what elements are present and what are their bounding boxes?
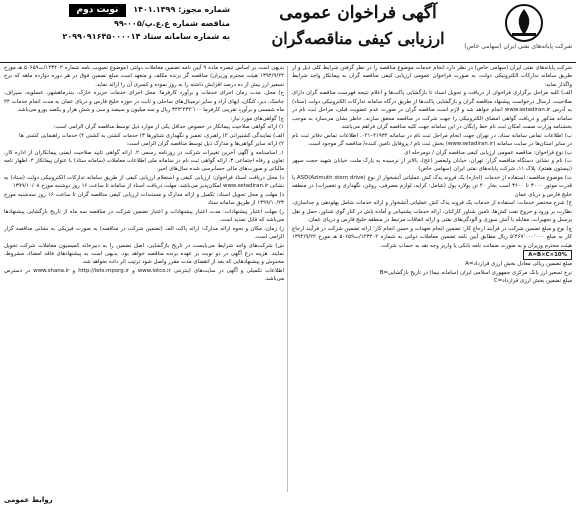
paragraph: شرکت پایانه‌های نفتی ایران (سهامی خاص) در نظر دارد انجام خدمات موضوع مناقصه را در نظر گرفتن شرایط کلی ذیل و از طریق سامانه تدارکات الکترونیکی دولت، به صورت فراخوان عمومی ارزیابی کیفی مناقصه گران به پیمانکار واجد شرایط واگذار نماید: [292,65,572,88]
formula-box: A=B×C×10% [523,250,572,260]
paragraph: ذ) مهلت و محل تحویل اسناد: تکمیل و ارائه مدارک و مستندات ارزیابی کیفی مناقصه گران تا ساعت ۱۶ روز سه‌شنبه مورخ ۱۳۹۹/۱۰/۲۳ از طریق سامانه ستاد [4,191,284,207]
setad-number: به شماره سامانه ستاد ۲۰۹۹۰۹۱۶۴۵۰۰۰۰۱۴ [62,32,230,41]
right-column [292,64,572,492]
logo-caption: شرکت پایانه‌های نفتی ایران (سهامی خاص) [464,43,572,50]
paragraph: ت) نام و نشانی دستگاه مناقصه گزار: تهران، خیابان ولیعصر (عج)، بالاتر از نرسیده به پارک ملت، خیابان شهید حجت سپهر (بیستون هفتم)، پلاک ۱۱، شرکت پایانه‌های نفتی ایران (سهامی خاص) [292,157,572,173]
license-row [4,3,230,17]
column-divider [287,66,288,492]
paragraph: ۲) ارائه سایر گواهی‌ها و مدارک ذیل توسط مناقصه گران الزامی است: [126,141,284,148]
public-relations-signature: روابط عمومی [4,496,53,504]
left-column [4,64,284,492]
tender-identifiers [4,3,230,43]
paragraph: ۱. اساسنامه و آگهی آخرین تغییرات شرکت در روزنامه رسمی ۲. ارائه گواهی تایید صلاحیت ایمنی پیمانکاران از اداره کار، تعاون و رفاه اجتماعی ۳. ارائه گواهی ثبت نام در سامانه ملی اطلاعات معاملات (سامانه ستاد) با عنوان پیمانکار ۴. اظهار نامه مالیاتی و صورت‌های مالی حسابرسی شده سال‌های اخیر. [4,149,284,173]
tender-number: مناقصه شماره ع.ع.پ/۰۰۵-۹۹ [113,19,230,28]
paragraph: ز) زمان، مکان و نحوه ارائه مدارک: ارائه پاکت الف (تضمین شرکت در مناقصه) به صورت فیزیکی به نشانی مناقصه گزار الزامی است. [4,225,284,241]
paragraph: مبلغ تضمین ریالی معادل بخش ارزی قرارداد=A [465,261,572,268]
paragraph: الف) کلیه مراحل برگزاری فراخوان از دریافت و تحویل اسناد تا بازگشایی پاکت‌ها و اعلام نتیجه فهرست مناقصه گران دارای صلاحیت، ارسال درخواست پیشنهاد مناقصه گران و بازگشایی پاکت‌ها از طریق درگاه سامانه تدارکات الکترونیکی دولت (ستاد) به آدرس www.setadiran.ir انجام خواهد شد و لازم است مناقصه گران در صورت عدم عضویت قبلی، مراحل ثبت نام در سامانه مذکور و دریافت گواهی امضای الکترونیکی را جهت شرکت در مناقصه محقق سازند. خاطر نشان می‌سازد به موجب بخشنامه وزارت صمت امکان ثبت نام خط رایگان در این سامانه جهت کلیه مناقصه گران فراهم می‌باشد. [292,90,572,131]
paragraph: پ) نوع فراخوان: مناقصه عمومی ارزیابی کیفی مناقصه گران / دومرحله ای [404,149,572,156]
title-block [252,2,464,50]
formula-row [292,250,572,260]
round-badge: نوبت دوم [69,4,127,17]
paragraph: ج) شرح مختصر خدمات: استفاده از خدمات یک فروند یدک کش عملیاتی آتشخوار و ارائه خدمات شامل پهلودهی و جداسازی، نظارت بر ورود و خروج نفت کش‌ها، تامین شناور کارکنان، ارائه خدمات پشتیبانی و آماده باش در کنار گوی شناور، حمل و نقل پرسنل و تجهیزات، مقابله با آتش سوزی و آلودگی‌های نفتی و ارائه اتفاقات مرتبط در منطقه خلیج فارس و دریای عمان. [292,200,572,224]
paragraph: مبلغ تضمین بخش ارزی قرارداد=C [493,278,572,285]
paragraph: بدیهی است بر اساس تبصره ماده ۹ آیین نامه تضمین معاملات دولتی (موضوع تصویب نامه شماره ۱۲۳۴۰۲/ت۵۰۶۵۹ هـ مورخ ۱۳۹۴/۹/۲۲ هیئت محترم وزیران) مناقصه گر برنده مکلف و متعهد است مبلغ تضمین فوق در هر دوره دوازده ماهه که نرخ تسعیر ارز بیش از ده درصد افزایش داشته را به روز نموده و کسری آن را ارائه نماید. [4,65,284,88]
paragraph: خ) گواهی‌های مورد نیاز: [230,115,284,122]
notice-body [0,64,576,504]
paragraph: ح) محل، مدت زمان اجرای خدمات و برآورد کارفرما: محل اجرای خدمات جزیره خارک، بندرماهشهر، عسلویه، سیراف، جاسک، دیر، کنگان، ایهای آزاد و سایر ترمینال‌های ساحلی و ثابت در حوزه خلیج فارس و دریای عمان به مدت انجام خدمات ۲۴ ماه شمسی و برآورد تقریبی کارفرما ۳۴۳٬۴۳۲٬۱۰۰ ریال و سه میلیون و سیصد و سی و شش هزار و یکصد یورو می‌باشد. [4,90,284,114]
company-logo-icon [504,3,544,43]
paragraph: الف) نمایندگی کشتیرانی ۲) راهبری، تعمیر و نگهداری شناورها ۳) خدمات کشتی به کشتی ۴) خدمات راهنمایی کشتی ها [19,132,284,139]
paragraph: اطلاعات تکمیلی و آگهی در سایت‌های اینترنتی www.iotco.ir و http://iets.mporg.ir و www.shana.ir در دسترس می‌باشد. [4,267,284,283]
paragraph: ب) اطلاعات تماس سامانه ستاد، در تهران جهت انجام مراحل ثبت نام در سامانه ۴۱۹۳۴–۰۲۱، اطلاعات تماس دفاتر ثبت نام در سایر استان‌ها در سایت سامانه (www.setadiran.ir) بخش ثبت نام / پروفایل تامین کننده/ مناقصه گر موجود است. [292,132,572,148]
paragraph: ش) شرکت‌های واجد شرایط می‌بایست در تاریخ بازگشایی، اصل تضمین را به دبیرخانه کمیسیون معاملات شرکت تحویل نمایند. هزینه درج آگهی در دو نوبت بر عهده برنده مناقصه خواهد بود. بدیهی است به پیشنهادهای فاقد امضاء، مشروط، مخدوش و پیشنهادهایی که بعد از انقضای مدت مقرر واصل شود ترتیب اثر داده نخواهد شد. [4,242,284,266]
paragraph: ث) موضوع مناقصه: استفاده از خدمات (اجاره) یک فروند یدک کش عملیاتی آتشخوار از نوع ASD(Azimuth stern drive) با قدرت موتور ۳۰۰۰ تا ۳۶۰۰ اسب بخار ۴۰ تن بولارد پول (شامل: کرایه، لوازم مصرفی، روغن، نگهداری و تعمیرات) در منطقه خلیج فارس و دریای عمان [292,174,572,198]
paragraph: ر) مهلت اعتبار پیشنهادات: مدت اعتبار پیشنهادات و اعتبار تضمین شرکت در مناقصه سه ماه از تاریخ بازگشایی پیشنهادها می‌باشد که قابل تمدید است. [4,208,284,224]
notice-subtitle: ارزیابی کیفی مناقصه‌گران [271,29,445,48]
notice-header [0,0,576,63]
paragraph: نرخ تسعیر ارز بانک مرکزی جمهوری اسلامی ایران (سامانه نیما) در تاریخ بازگشایی=B [379,269,572,276]
paragraph: چ) نوع و مبلغ تضمین شرکت در فرآیند ارجاع کار: تضمین انجام تعهدات و حسن انجام کار؛ ارائه تضمین شرکت در فرآیند ارجاع کار به مبلغ ۵٬۴۶۷٬۰۰۰٬۰۰۰ ریال مطابق آیین نامه تضمین معاملات دولتی به شماره ۱۲۳۴۰۲/ت۵۰۶۵۹ هـ مورخ ۱۳۹۴/۹/۲۲ هیئت محترم وزیران و به صورت ضمانت نامه بانکی یا واریز وجه نقد به حساب شرکت. [292,225,572,249]
paragraph: ۱) ارائه گواهی صلاحیت پیمانکار در خصوص حداقل یکی از موارد ذیل توسط مناقصه گران الزامی است: [53,124,284,131]
paragraph: د) محل دریافت اسناد فراخوان: ارزیابی کیفی و استعلام ارزیابی کیفی از طریق سامانه تدارکات الکترونیکی دولت (ستاد) به نشانی www.setadiran.ir امکان‌پذیر می‌باشد. مهلت دریافت اسناد از سامانه تا ساعت ۱۶ روز دوشنبه مورخ ۱۳۹۹/۱۰/۰۸ [4,174,284,190]
company-logo [464,3,572,59]
notice-title: آگهی فراخوان عمومی [279,3,437,23]
license-number: شماره مجوز: ۱۴۰۱.۱۳۹۹ [133,5,230,14]
